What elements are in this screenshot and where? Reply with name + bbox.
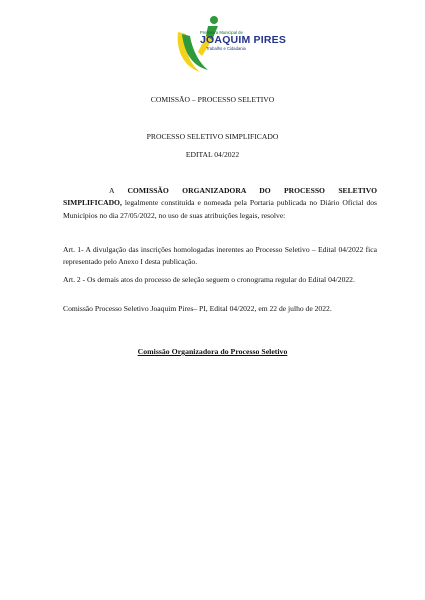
- document-title: PROCESSO SELETIVO SIMPLIFICADO: [146, 132, 279, 141]
- intro-prefix: A: [109, 186, 115, 195]
- logo-wordmark: [200, 30, 300, 51]
- edital-number: EDITAL 04/2022: [185, 150, 240, 159]
- logo-line-1: Prefeitura Municipal de: [200, 30, 243, 35]
- logo-line-3: Trabalho e Cidadania: [206, 46, 246, 51]
- logo-line-2: JOAQUIM PIRES: [200, 34, 287, 46]
- article-1: Art. 1- A divulgação das inscrições homologadas inerentes ao Processo Seletivo – Edital 04/2022 fica representado pelo Anexo I desta publicação.: [63, 245, 377, 267]
- signature-line: Comissão Organizadora do Processo Seletivo: [137, 347, 288, 356]
- intro-rest: legalmente constituída e nomeada pela Portaria publicada no Diário Oficial dos Municípios no dia 27/05/2022, no uso de suas atribuições legais, resolve:: [63, 198, 377, 220]
- article-2: Art. 2 - Os demais atos do processo de seleção seguem o cronograma regular do Edital 04/2022.: [63, 275, 355, 284]
- intro-paragraph: [63, 185, 377, 222]
- commission-heading: COMISSÃO – PROCESSO SELETIVO: [150, 95, 275, 104]
- closing-paragraph: Comissão Processo Seletivo Joaquim Pires– PI, Edital 04/2022, em 22 de julho de 2022.: [63, 304, 332, 313]
- intro-bold: COMISSÃO ORGANIZADORA DO PROCESSO SELETIVO SIMPLIFICADO,: [63, 186, 377, 208]
